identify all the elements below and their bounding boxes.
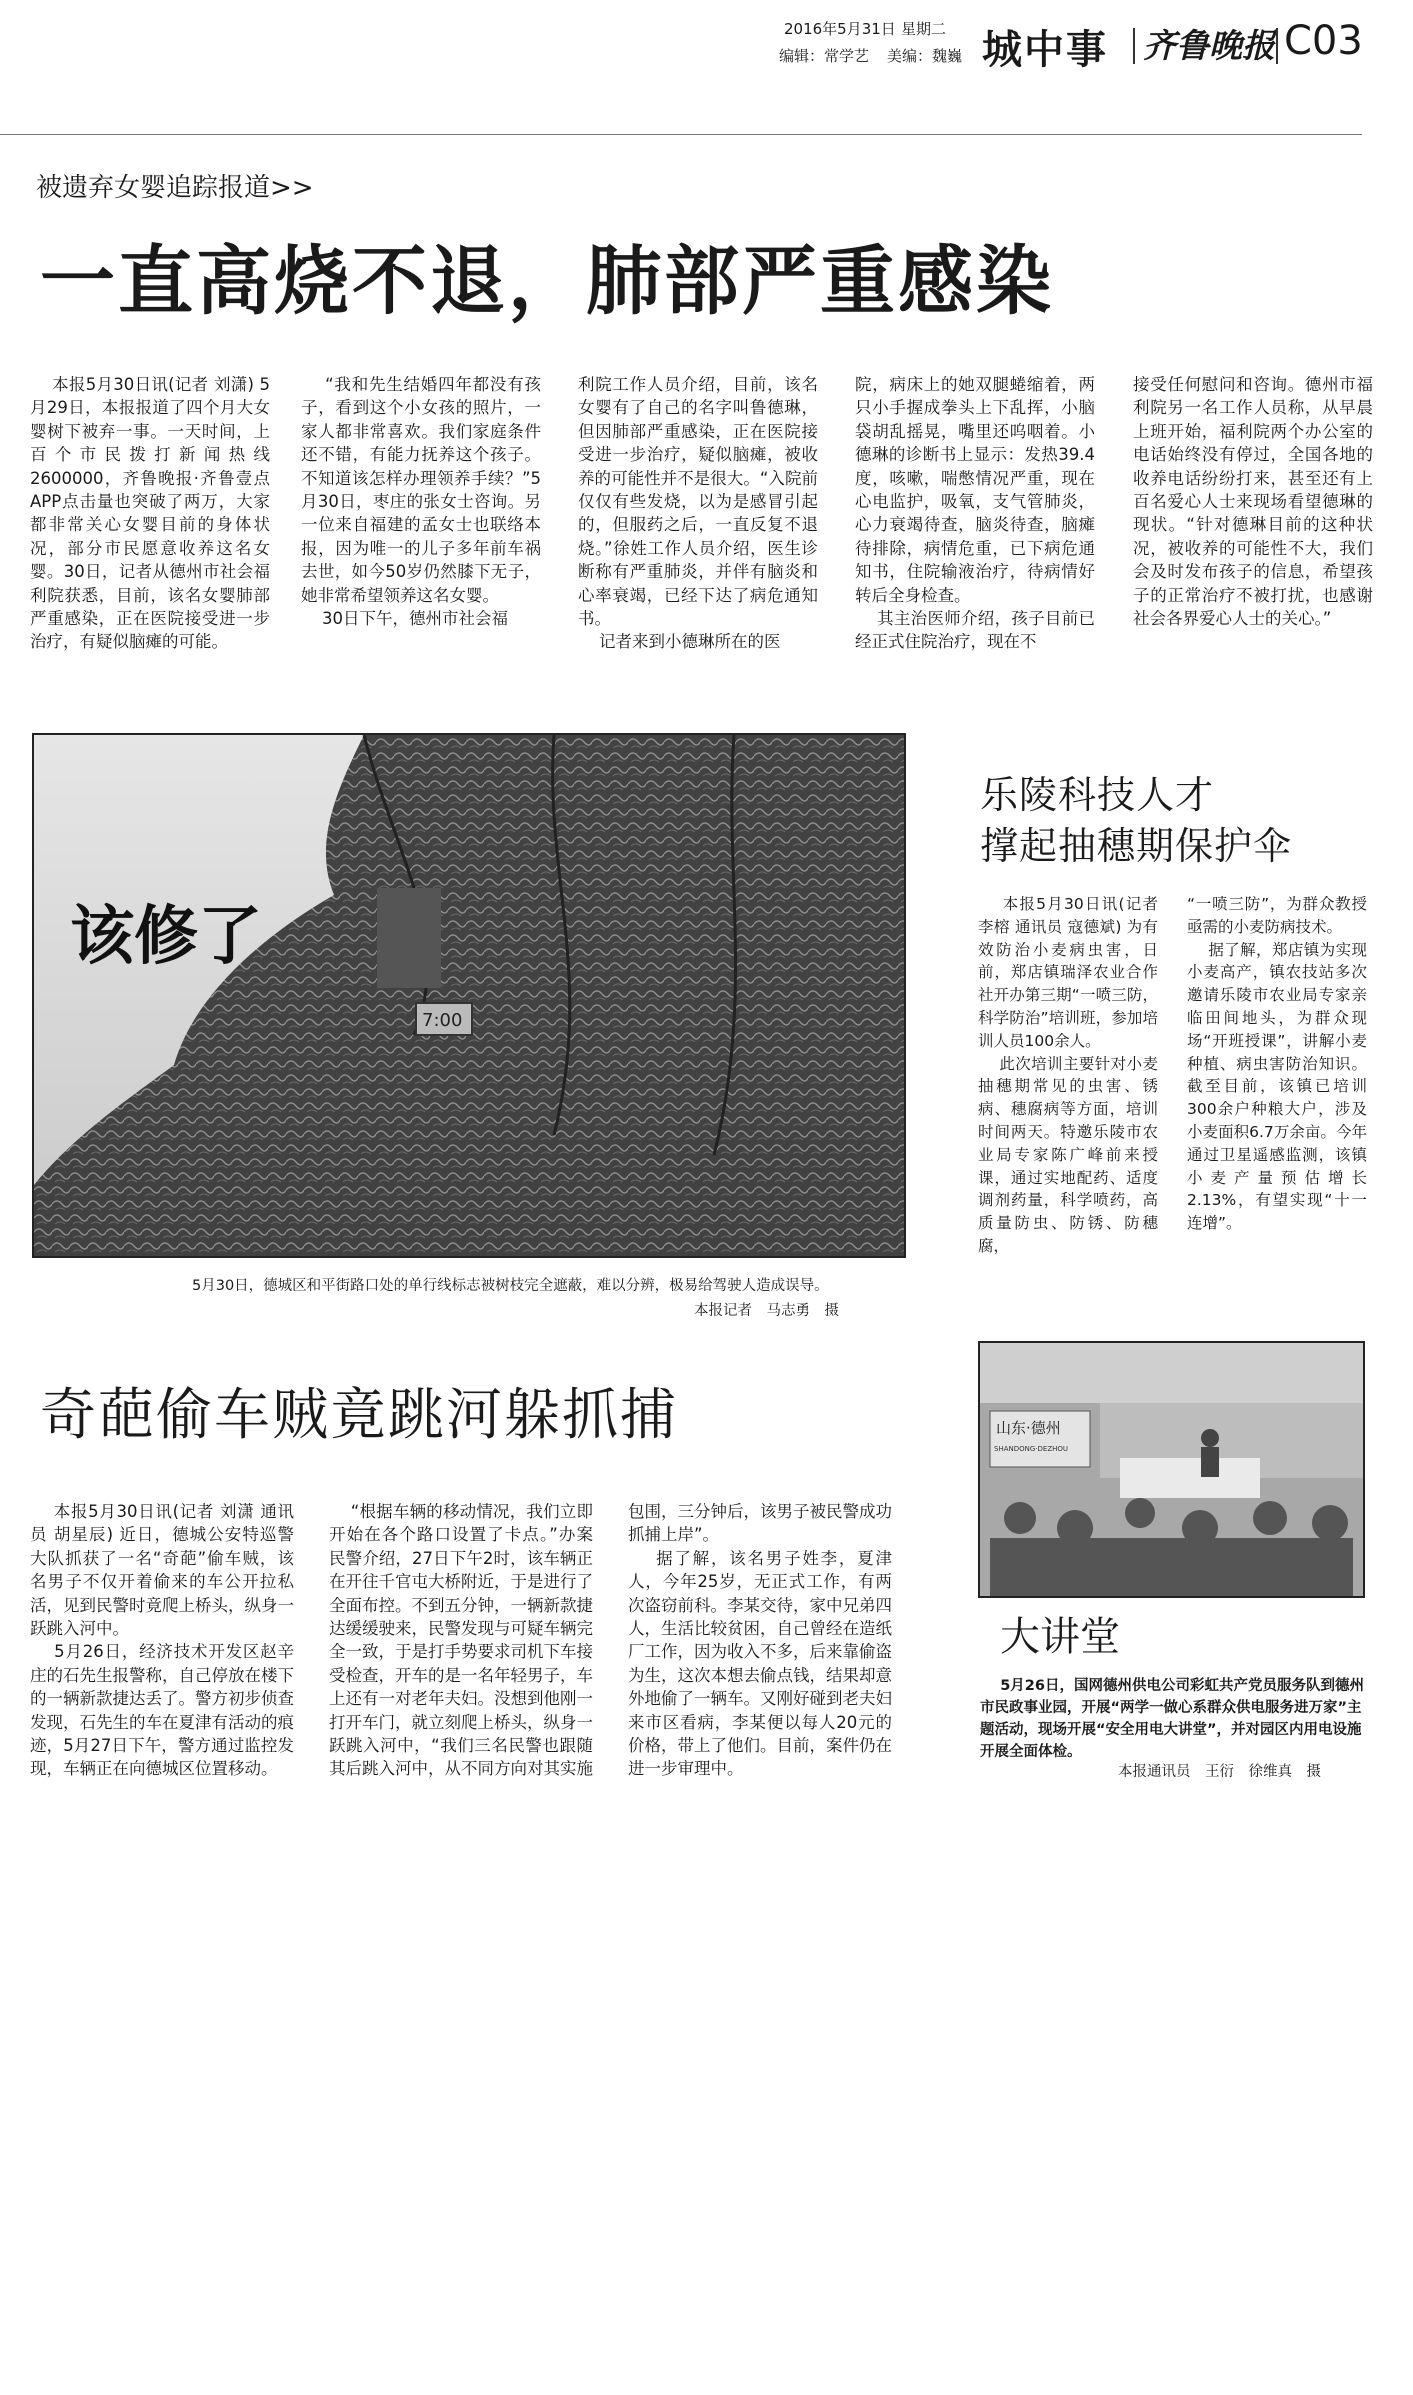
photo1-caption: 5月30日，德城区和平街路口处的单行线标志被树枝完全遮蔽，难以分辨，极易给驾驶人造成误导。 <box>192 1278 829 1294</box>
banner-text: 山东·德州 <box>996 1419 1061 1437</box>
photo1-credit: 本报记者 马志勇 摄 <box>694 1303 839 1319</box>
header-editor: 编辑：常学艺 <box>779 47 870 65</box>
paper-logo: 齐鲁晚报 <box>1143 26 1275 65</box>
article1-col1: 本报5月30日讯(记者 刘潇) 5月29日，本报报道了四个月大女婴树下被弃一事。一天时间，上百个市民拨打新闻热线2600000，齐鲁晚报·齐鲁壹点APP点击量也突破了两万，大家都非常关心女婴目前的身体状况，部分市民愿意收养这名女婴。30日，记者从德州市社会福利院获悉，目前，该名女婴肺部严重感染，正在医院接受进一步治疗，有疑似脑瘫的可能。 <box>30 375 271 652</box>
tree-photo-image <box>34 735 904 1256</box>
header-designer: 美编：魏巍 <box>887 47 963 65</box>
lecture-photo <box>978 1341 1365 1598</box>
article3-headline: 奇葩偷车贼竟跳河躲抓捕 <box>40 1383 678 1448</box>
article1-kicker: 被遗弃女婴追踪报道>> <box>36 173 314 203</box>
article2-col1: 本报5月30日讯(记者 李榕 通讯员 寇德斌) 为有效防治小麦病虫害，日前，郑店镇瑞泽农业合作社开办第三期“一喷三防，科学防治”培训班，参加培训人员100余人。 此次培训主要针对小麦抽穗期常见的虫害、锈病、穗腐病等方面，培训时间两天。特邀乐陵市农业局专家陈广峰前来授课，通过实地配药、适度调剂药量，科学喷药，高质量防虫、防锈、防穗腐， <box>978 895 1158 1255</box>
header-date: 2016年5月31日 <box>784 20 896 38</box>
article1-col5: 接受任何慰问和咨询。德州市福利院另一名工作人员称，从早晨上班开始，福利院两个办公室的电话始终没有停过，全国各地的收养电话纷纷打来，甚至还有上百名爱心人士来现场看望德琳的现状。“针对德琳目前的这种状况，被收养的可能性不大，我们会及时发布孩子的信息，希望孩子的正常治疗不被打扰，也感谢社会各界爱心人士的关心。” <box>1133 375 1373 629</box>
sign-text: 7:00 <box>422 1010 463 1031</box>
article2-headline-line2: 撑起抽穗期保护伞 <box>980 824 1293 868</box>
header-divider <box>1133 28 1135 64</box>
photo2-credit: 本报通讯员 王衍 徐维真 摄 <box>1118 1764 1321 1780</box>
article3-col3: 包围，三分钟后，该男子被民警成功抓捕上岸”。 据了解，该名男子姓李，夏津人，今年25岁，无正式工作，有两次盗窃前科。李某交待，家中兄弟四人，生活比较贫困，自己曾经在造纸厂工作，因为收入不多，后来靠偷盗为生，这次本想去偷点钱，结果却意外地偷了一辆车。又刚好碰到老夫妇来市区看病，李某便以每人20元的价格，带上了他们。目前，案件仍在进一步审理中。 <box>628 1502 892 1779</box>
article1-col3: 利院工作人员介绍，目前，该名女婴有了自己的名字叫鲁德琳，但因肺部严重感染，正在医院接受进一步治疗，疑似脑瘫，被收养的可能性并不是很大。“入院前仅仅有些发烧，以为是感冒引起的，但服药之后，一直反复不退烧。”徐姓工作人员介绍，医生诊断称有严重肺炎，并伴有脑炎和心率衰竭，已经下达了病危通知书。 记者来到小德琳所在的医 <box>578 375 818 652</box>
photo1-overlay-title: 该修了 <box>70 900 262 974</box>
header-divider-2 <box>1276 28 1278 64</box>
section-title: 城中事 <box>982 27 1108 73</box>
article3-col2: “根据车辆的移动情况，我们立即开始在各个路口设置了卡点。”办案民警介绍，27日下午2时，该车辆正在开往千官屯大桥附近，于是进行了全面布控。不到五分钟，一辆新款捷达缓缓驶来，民警发现与可疑车辆完全一致，于是打手势要求司机下车接受检查，开车的是一名年轻男子，车上还有一对老年夫妇。没想到他刚一打开车门，就立刻爬上桥头，纵身一跃跳入河中，“我们三名民警也跟随其后跳入河中，从不同方向对其实施 <box>329 1502 593 1779</box>
header-weekday: 星期二 <box>901 20 947 38</box>
article3-col1: 本报5月30日讯(记者 刘潇 通讯员 胡星辰) 近日，德城公安特巡警大队抓获了一名“奇葩”偷车贼，该名男子不仅开着偷来的车公开拉私活，见到民警时竟爬上桥头，纵身一跃跳入河中。 5月26日，经济技术开发区赵辛庄的石先生报警称，自己停放在楼下的一辆新款捷达丢了。警方初步侦查发现，石先生的车在夏津有活动的痕迹，5月27日下午，警方通过监控发现，车辆正在向德城区位置移动。 <box>30 1502 295 1779</box>
photo2-caption: 5月26日，国网德州供电公司彩虹共产党员服务队到德州市民政事业园，开展“两学一做心系群众供电服务进万家”主题活动，现场开展“安全用电大讲堂”，并对园区内用电设施开展全面体检。 <box>980 1678 1364 1760</box>
lecture-photo-image <box>980 1343 1363 1596</box>
photo2-title: 大讲堂 <box>1000 1614 1120 1660</box>
page-number: C03 <box>1284 18 1363 64</box>
article1-headline: 一直高烧不退，肺部严重感染 <box>40 237 1055 325</box>
article1-col2: “我和先生结婚四年都没有孩子，看到这个小女孩的照片，一家人都非常喜欢。我们家庭条件还不错，有能力抚养这个孩子。不知道该怎样办理领养手续？”5月30日，枣庄的张女士咨询。另一位来自福建的孟女士也联络本报，因为唯一的儿子多年前车祸去世，如今50岁仍然膝下无子，她非常希望领养这名女婴。 30日下午，德州市社会福 <box>301 375 541 629</box>
tree-photo <box>32 733 906 1258</box>
article2-col2: “一喷三防”，为群众教授亟需的小麦防病技术。 据了解，郑店镇为实现小麦高产，镇农技站多次邀请乐陵市农业局专家亲临田间地头，为群众现场“开班授课”，讲解小麦种植、病虫害防治知识。截至目前，该镇已培训300余户种粮大户，涉及小麦面积6.7万余亩。今年通过卫星遥感监测，该镇小麦产量预估增长2.13%，有望实现“十一连增”。 <box>1187 895 1367 1233</box>
header-rule <box>0 134 1362 135</box>
article2-headline-line1: 乐陵科技人才 <box>980 773 1215 817</box>
article1-col4: 院，病床上的她双腿蜷缩着，两只小手握成拳头上下乱挥，小脑袋胡乱摇晃，嘴里还呜咽着。小德琳的诊断书上显示：发热39.4度，咳嗽，喘憋情况严重，现在心电监护，吸氧，支气管肺炎，心力衰竭待查，脑炎待查，脑瘫待排除，病情危重，已下病危通知书，住院输液治疗，待病情好转后全身检查。 其主治医师介绍，孩子目前已经正式住院治疗，现在不 <box>855 375 1095 652</box>
banner-subtext: SHANDONG·DEZHOU <box>994 1445 1069 1453</box>
